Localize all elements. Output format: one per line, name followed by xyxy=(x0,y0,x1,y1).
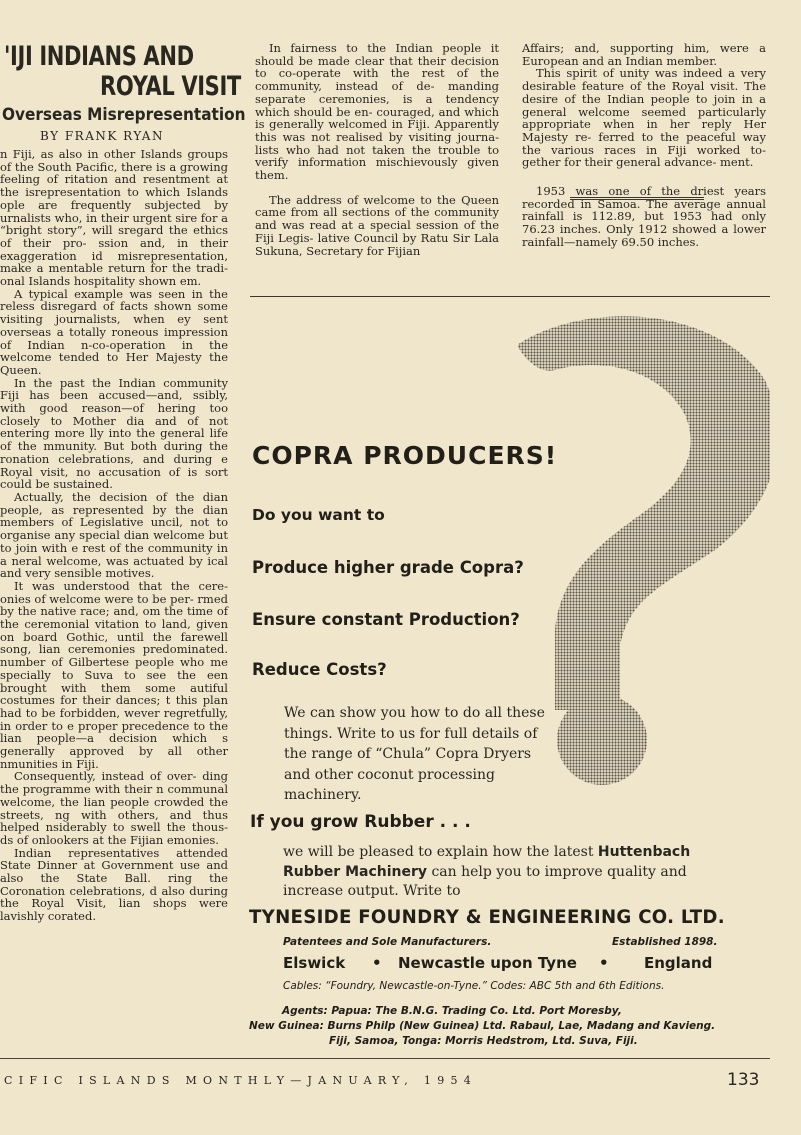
ad-question-production: Ensure constant Production? xyxy=(252,610,520,629)
paragraph: Affairs; and, supporting him, were a European and an Indian member. xyxy=(522,41,766,68)
paragraph: In fairness to the Indian people it should be made clear that their decision to co-operate with the rest of the community, instead of de- manding separate ceremonies, is a tendency which should be en- couraged, and which is generally welcomed in Fiji. Apparently this was not realised by visiting journa- lists who had not taken the trouble to verify information mischievously given them. xyxy=(255,41,499,183)
ad-question-copra: Produce higher grade Copra? xyxy=(252,558,524,577)
paragraph: Indian representatives attended State Dinner at Government use and also the State Ball. ring the Coronation celebrations, d also during the Royal Visit, lian shops were lavishly corated. xyxy=(0,845,228,924)
paragraph: A typical example was seen in the reless disregard of facts shown some visiting journalists, when ey sent overseas a totally roneous impression of Indian n-co-operation in the welcome tended to Her Majesty the Queen. xyxy=(0,286,228,377)
paragraph: It was understood that the cere- onies of welcome were to be per- rmed by the native race; and, om the time of the ceremonial vitation to land, given on board Gothic, until the farewell song, lian ceremonies predominated. number of Gilbertese people who me specially to Suva to see the een brought with them some autiful costumes for their dances; t this plan had to be forbidden, wever regretfully, in order to e proper precedence to the lian people—a decision which s generally approved by all other nmunities in Fiji. xyxy=(0,578,228,771)
ad-title: COPRA PRODUCERS! xyxy=(252,441,558,470)
ad-rubber-text-2: can help you to improve quality and increase output. Write to xyxy=(283,863,687,899)
ad-location-elswick: Elswick xyxy=(283,954,346,972)
ad-rubber-text xyxy=(283,843,743,902)
paragraph: In the past the Indian community Fiji has been accused—and, ssibly, with good reason—of hering too closely to Mother dia and of not entering more lly into the general life of the mmunity. But both during the ronation celebrations, and during e Royal visit, no accusation of is sort could be sustained. xyxy=(0,375,228,492)
paragraph: This spirit of unity was indeed a very desirable feature of the Royal visit. The desire of the Indian people to join in a general welcome seemed particularly appropriate when in her reply Her Majesty re- ferred to the peaceful way the various races in Fiji worked to- gether for their general advance- ment. xyxy=(522,66,766,170)
article-column-1 xyxy=(0,148,228,923)
ad-location-newcastle: Newcastle upon Tyne xyxy=(398,954,577,972)
subheading: Overseas Misrepresentation xyxy=(2,105,246,125)
filler-item: 1953 was one of the driest years recorded in Samoa. The average annual rainfall is 112.89, but 1953 had only 76.23 inches. Only 1912 showed a lower rainfall—namely 69.50 inches. xyxy=(522,184,766,249)
ad-bullet: • xyxy=(599,954,609,972)
section-rule xyxy=(250,296,770,297)
article-column-3 xyxy=(522,42,766,249)
paragraph: Actually, the decision of the dian people, as represented by the dian members of Legislative uncil, not to organise any special dian welcome but to join with e rest of the community in a neral welcome, was actuated by ical and very sensible motives. xyxy=(0,489,228,581)
footer-rule xyxy=(0,1058,770,1059)
column-divider xyxy=(570,197,704,200)
paragraph: n Fiji, as also in other Islands groups of the South Pacific, there is a growing feeling of ritation and resentment at the isrepresentation to which Islands ople are frequently subjected by urnalists who, in their urgent sire for a “bright story”, will sregard the ethics of their pro- ssion and, in their exaggeration id misrepresentation, make a mentable return for the tradi- onal Islands hospitality shown em. xyxy=(0,147,228,289)
ad-agents-fiji: Fiji, Samoa, Tonga: Morris Hedstrom, Ltd. Suva, Fiji. xyxy=(329,1035,638,1047)
running-footer: CIFIC ISLANDS MONTHLY—JANUARY, 1954 xyxy=(4,1074,478,1087)
ad-question-intro: Do you want to xyxy=(252,506,385,524)
ad-question-costs: Reduce Costs? xyxy=(252,660,387,679)
ad-company-name: TYNESIDE FOUNDRY & ENGINEERING CO. LTD. xyxy=(249,907,725,928)
ad-rubber-text-1: we will be pleased to explain how the latest xyxy=(283,844,594,860)
paragraph: Consequently, instead of over- ding the programme with their n communal welcome, the lian people crowded the streets, ng with others, and thus helped nsiderably to swell the thous- ds of onlookers at the Fijian emonies. xyxy=(0,769,228,847)
ad-patentees: Patentees and Sole Manufacturers. xyxy=(283,936,492,948)
article-column-2 xyxy=(255,42,499,257)
ad-location-england: England xyxy=(644,954,713,972)
page-number: 133 xyxy=(727,1070,760,1090)
byline: BY FRANK RYAN xyxy=(40,129,164,143)
ad-rubber-brand: Huttenbach Rubber Machinery xyxy=(283,844,691,880)
paragraph: The address of welcome to the Queen came from all sections of the community and was read at a special session of the Fiji Legis- lative Council by Ratu Sir Lala Sukuna, Secretary for Fijian xyxy=(255,192,499,258)
ad-established: Established 1898. xyxy=(612,936,718,948)
ad-rubber-heading: If you grow Rubber . . . xyxy=(250,812,471,832)
ad-agents-new-guinea: New Guinea: Burns Philp (New Guinea) Ltd. Rabaul, Lae, Madang and Kavieng. xyxy=(249,1020,716,1032)
headline-line-2: ROYAL VISIT xyxy=(100,71,241,102)
ad-body-text: We can show you how to do all these things. Write to us for full details of the range of “Chula” Copra Dryers and other coconut processing machinery. xyxy=(284,705,545,803)
headline-line-1: 'IJI INDIANS AND xyxy=(4,41,194,72)
ad-agents-papua: Agents: Papua: The B.N.G. Trading Co. Ltd. Port Moresby, xyxy=(282,1005,622,1017)
ad-cables: Cables: “Foundry, Newcastle-on-Tyne.” Codes: ABC 5th and 6th Editions. xyxy=(283,980,665,992)
ad-bullet: • xyxy=(372,954,382,972)
